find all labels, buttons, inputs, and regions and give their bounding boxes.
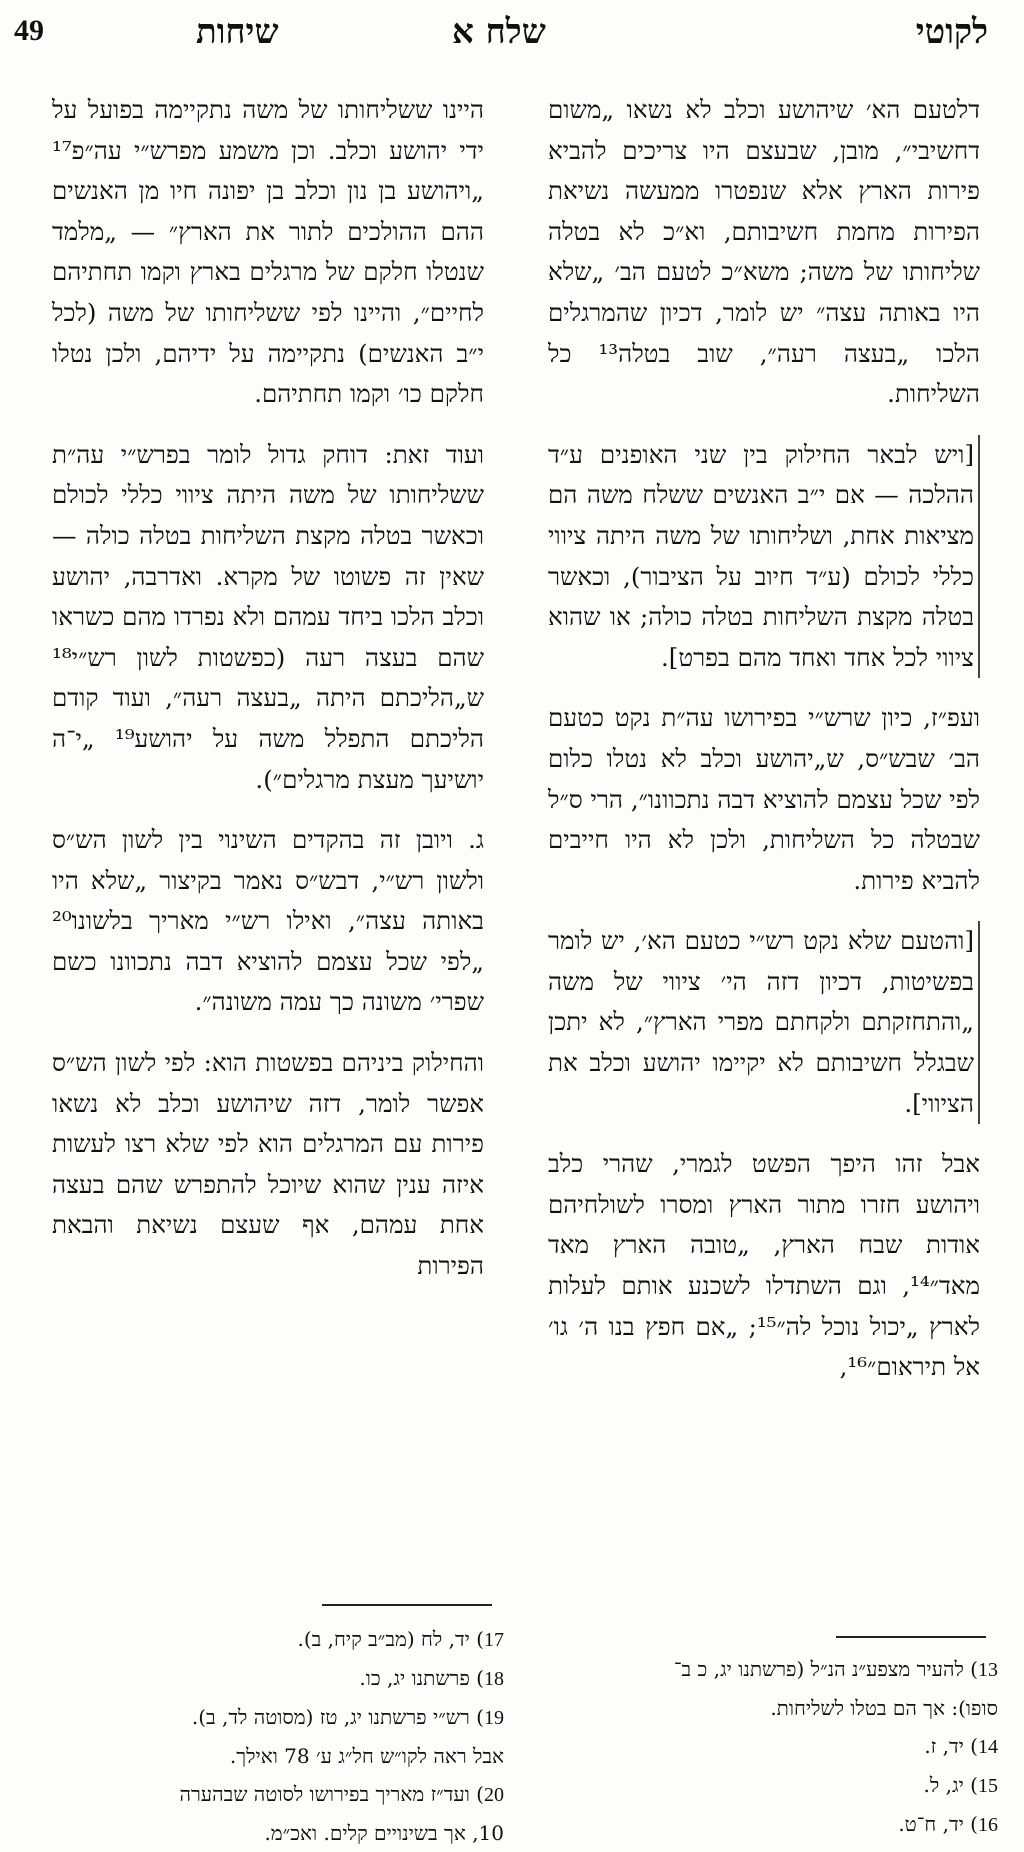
footnote-continuation: [14, 1737, 504, 1775]
footnote: 17) יד, לח (מב״ב קיח, ב).: [297, 1627, 504, 1651]
footnote-text: 10, אך בשינויים קלים. ואכ״מ.: [264, 1821, 504, 1845]
footnote-divider: [836, 1636, 986, 1638]
footnote-text: יד, ז.: [924, 1734, 964, 1758]
header-section-title: שיחות: [196, 12, 279, 52]
paragraph: והחילוק ביניהם בפשטות הוא: לפי לשון הש״ס אפשר לומר, דזה שיהושע וכלב לא נשאו פירות עם המרגלים הוא לפי שלא רצו לעשות איזה ענין שהוא שיוכל להתפרש שהם בעצה אחת עמהם, אף שעצם נשיאת והבאת הפירות: [52, 1048, 484, 1281]
footnote-number: 20: [484, 1784, 504, 1806]
footnote-text: להעיר מצפע״נ הנ״ל (פרשתנו יג, כ ב־: [673, 1657, 964, 1681]
paragraph: ועפ״ז, כיון שרש״י בפירושו עה״ת נקט כטעם הב׳ שבש״ס, ש„יהושע וכלב לא נטלו כלום לפי שכל עצמם להוציא דבה נתכוונו״, הרי ס״ל שבטלה כל השליחות, ולכן לא היו חייבים להביא פירות.: [547, 703, 980, 895]
paragraph: ועוד זאת: דוחק גדול לומר בפרש״י עה״ת ששליחותו של משה היתה ציווי כללי לכולם וכאשר בטלה מקצת השליחות בטלה כולה — שאין זה פשוטו של מקרא. ואדרבה, יהושע וכלב הלכו ביחד עמהם ולא נפרדו מהם כשראו שהם בעצה רעה (כפשטות לשון רש״י¹⁸ ש„הליכתם היתה „בעצה רעה״, ועוד קודם הליכתם התפלל משה על יהושע¹⁹ „י־ה יושיעך מעצת מרגלים״).: [52, 439, 484, 794]
footnote-text: סופו): אך הם בטלו לשליחות.: [770, 1696, 998, 1720]
footnote: 20) ועד״ז מאריך בפירושו לסוטה שבהערה: [179, 1782, 504, 1806]
footnote-number: 15: [978, 1775, 998, 1797]
footnote: 19) רש״י פרשתנו יג, טז (מסוטה לד, ב).: [191, 1705, 504, 1729]
paragraph: היינו ששליחותו של משה נתקיימה בפועל על ידי יהושע וכלב. וכן משמע מפרש״י עה״פ¹⁷ „ויהושע בן נון וכלב בן יפונה חיו מן האנשים ההם ההולכים לתור את הארץ״ — „מלמד שנטלו חלקם של מרגלים בארץ וקמו תחתיהם לחיים״, והיינו לפי ששליחותו של משה (לכל י״ב האנשים) נתקיימה על ידיהם, ולכן נטלו חלקם כו׳ וקמו תחתיהם.: [52, 95, 484, 409]
footnote: 18) פרשתנו יג, כו.: [359, 1666, 504, 1690]
footnote-number: 17: [484, 1629, 504, 1651]
footnote-continuation: [14, 1814, 504, 1852]
footnote: 15) יג, ל.: [923, 1773, 998, 1797]
paragraph: [ויש לבאר החילוק בין שני האופנים ע״ד ההלכה — אם י״ב האנשים ששלח משה הם מציאות אחת, ושליחותו של משה היתה ציווי כללי לכולם (ע״ד חיוב על הציבור), וכאשר בטלה מקצת השליחות בטלה כולה; או שהוא ציווי לכל אחד ואחד מהם בפרט].: [548, 435, 980, 679]
paragraph: דלטעם הא׳ שיהושע וכלב לא נשאו „משום דחשיבי״, מובן, שבעצם היו צריכים להביא פירות הארץ אלא שנפטרו ממעשה נשיאת הפירות מחמת חשיבותם, וא״כ לא בטלה שליחותו של משה; משא״כ לטעם הב׳ „שלא היו באותה עצה״ יש לומר, דכיון שהמרגלים הלכו „בעצה רעה״, שוב בטלה¹³ כל השליחות.: [548, 95, 980, 409]
page-header: [0, 8, 1024, 58]
footnote-number: 16: [978, 1814, 998, 1836]
footnote: 16) יד, ח־ט.: [898, 1812, 998, 1836]
footnote-text: יד, לח (מב״ב קיח, ב).: [297, 1627, 470, 1651]
header-parsha-title: שלח א: [452, 12, 546, 52]
footnote-text: פרשתנו יג, כו.: [359, 1666, 470, 1690]
footnote-text: יג, ל.: [923, 1773, 964, 1797]
footnote-number: 14: [978, 1736, 998, 1758]
footnote-number: 13: [978, 1659, 998, 1681]
header-book-title: לקוטי: [915, 12, 988, 52]
left-text-column: [52, 90, 484, 1307]
footnote-text: ועד״ז מאריך בפירושו לסוטה שבהערה: [179, 1782, 470, 1806]
footnote: 14) יד, ז.: [924, 1734, 998, 1758]
footnote-number: 19: [484, 1707, 504, 1729]
footnote-divider: [322, 1604, 492, 1606]
footnotes-left: [14, 1620, 504, 1852]
footnotes-right: [528, 1650, 998, 1844]
right-text-column: [548, 90, 980, 1408]
footnote-text: רש״י פרשתנו יג, טז (מסוטה לד, ב).: [191, 1705, 470, 1729]
page-number: 49: [14, 14, 44, 47]
paragraph: אבל זהו היפך הפשט לגמרי, שהרי כלב ויהושע חזרו מתור הארץ ומסרו לשולחיהם אודות שבח הארץ, „טובה הארץ מאד מאד״¹⁴, וגם השתדלו לשכנע אותם לעלות לארץ „יכול נוכל לה״¹⁵; „אם חפץ בנו ה׳ גו׳ אל תיראום״¹⁶,: [548, 1149, 980, 1382]
footnote-number: 18: [484, 1668, 504, 1690]
footnote-text: יד, ח־ט.: [898, 1812, 964, 1836]
footnote-text: אבל ראה לקו״ש חל״ג ע׳ 78 ואילך.: [229, 1744, 504, 1768]
footnote-continuation: [528, 1689, 998, 1727]
paragraph: ג. ויובן זה בהקדים השינוי בין לשון הש״ס ולשון רש״י, דבש״ס נאמר בקיצור „שלא היו באותה עצה״, ואילו רש״י מאריך בלשונו²⁰ „לפי שכל עצמם להוציא דבה נתכוונו כשם שפרי׳ משונה כך עמה משונה״.: [52, 825, 484, 1017]
paragraph: [והטעם שלא נקט רש״י כטעם הא׳, יש לומר בפשיטות, דכיון דזה הי׳ ציווי של משה „והתחזקתם ולקחתם מפרי הארץ״, לא יתכן שבגלל חשיבותם לא יקיימו יהושע וכלב את הציווי].: [548, 921, 980, 1124]
footnote: 13) להעיר מצפע״נ הנ״ל (פרשתנו יג, כ ב־: [673, 1657, 998, 1681]
